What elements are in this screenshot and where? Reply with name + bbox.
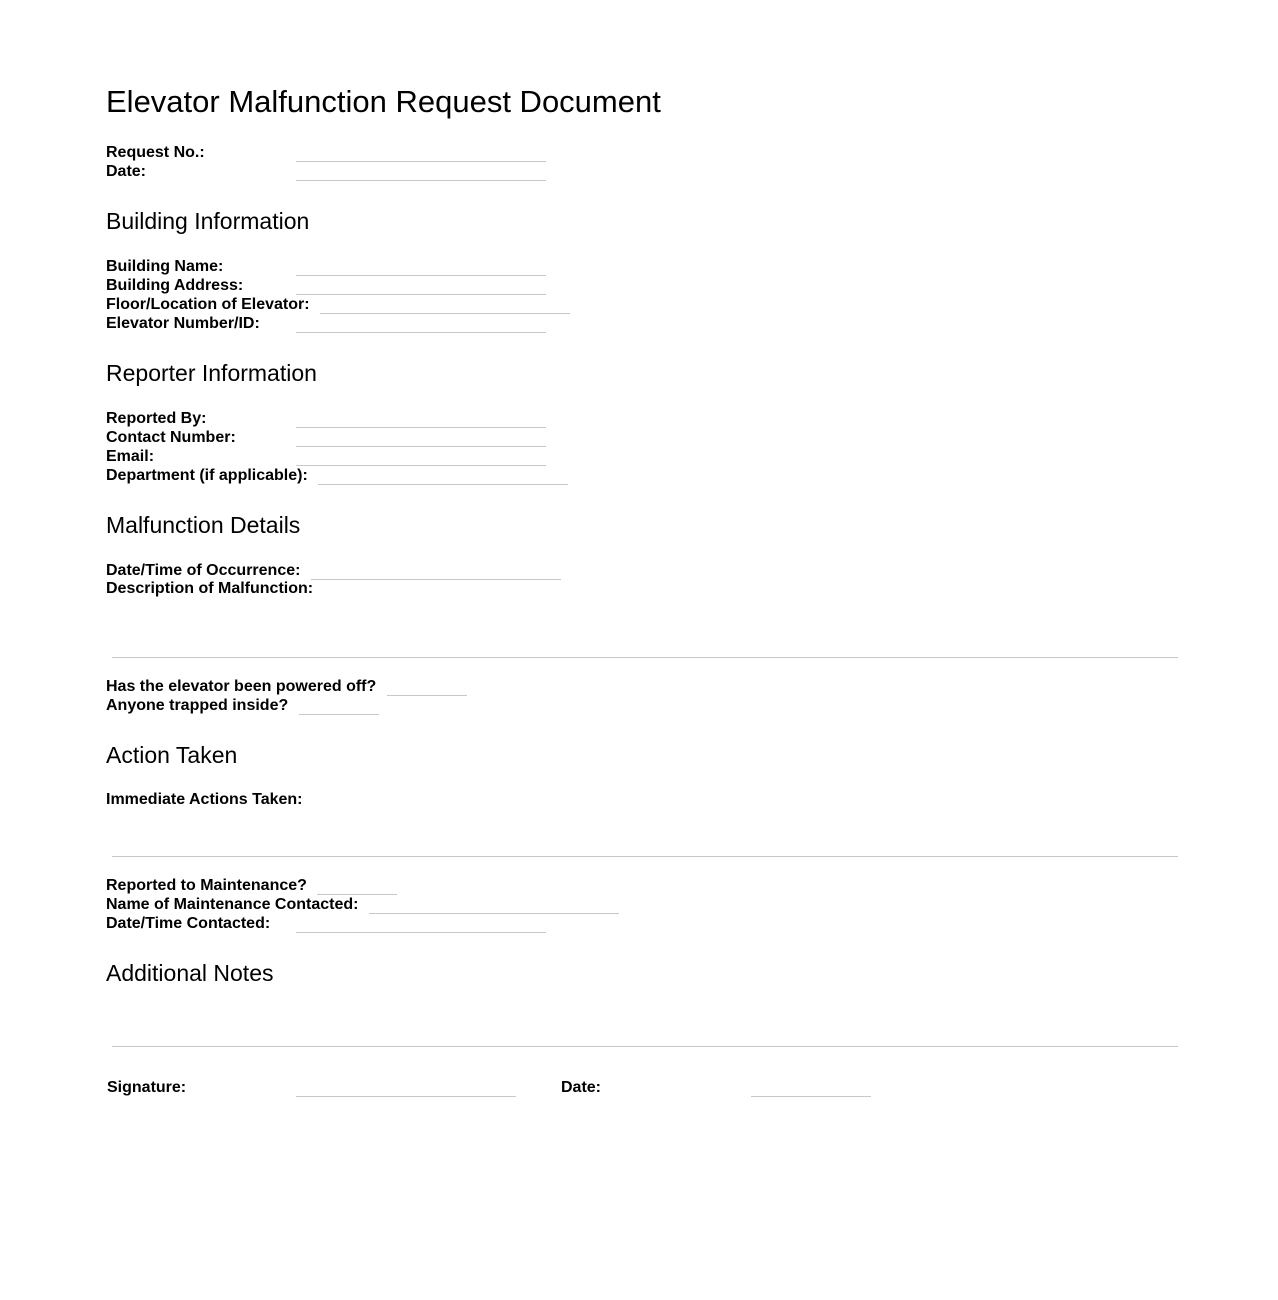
immediate-actions-field[interactable] [112,856,1178,857]
signature-date-field[interactable] [751,1096,871,1097]
occurrence-row [106,561,1178,580]
signature-field[interactable] [296,1096,516,1097]
reporter-heading: Reporter Information [106,360,317,386]
maintenance-name-row [106,895,1178,914]
signature-row [106,1078,1178,1097]
building-address-label: Building Address: [106,277,244,294]
malfunction-heading: Malfunction Details [106,512,301,538]
occurrence-label: Date/Time of Occurrence: [106,562,301,579]
contact-number-label: Contact Number: [106,429,236,446]
trapped-row [106,696,1178,715]
elevator-id-row [106,314,1178,333]
immediate-actions-row [106,790,1178,809]
signature-date-label: Date: [561,1079,602,1096]
request-no-row [106,143,1178,162]
building-name-row [106,257,1178,276]
trapped-label: Anyone trapped inside? [106,697,289,714]
trapped-field[interactable] [299,714,379,715]
description-row [106,579,1178,598]
reported-maintenance-row [106,876,1178,895]
notes-field[interactable] [112,1046,1178,1047]
signature-label: Signature: [107,1079,187,1096]
contact-number-row [106,428,1178,447]
reported-by-label: Reported By: [106,410,207,427]
immediate-actions-label: Immediate Actions Taken: [106,791,303,808]
notes-heading: Additional Notes [106,960,274,986]
building-address-row [106,276,1178,295]
contacted-time-field[interactable] [296,932,546,933]
building-name-label: Building Name: [106,258,224,275]
elevator-id-field[interactable] [296,332,546,333]
description-field[interactable] [112,657,1178,658]
department-label: Department (if applicable): [106,467,308,484]
maintenance-name-label: Name of Maintenance Contacted: [106,896,359,913]
email-row [106,447,1178,466]
powered-off-row [106,677,1178,696]
action-heading: Action Taken [106,742,238,768]
reported-by-row [106,409,1178,428]
floor-location-label: Floor/Location of Elevator: [106,296,310,313]
description-label: Description of Malfunction: [106,580,314,597]
email-label: Email: [106,448,155,465]
date-row [106,162,1178,181]
department-row [106,466,1178,485]
elevator-id-label: Elevator Number/ID: [106,315,260,332]
floor-location-row [106,295,1178,314]
contacted-time-label: Date/Time Contacted: [106,915,271,932]
date-label: Date: [106,163,147,180]
powered-off-label: Has the elevator been powered off? [106,678,377,695]
reported-maintenance-label: Reported to Maintenance? [106,877,307,894]
date-field[interactable] [296,180,546,181]
contacted-time-row [106,914,1178,933]
request-no-label: Request No.: [106,144,205,161]
document-title: Elevator Malfunction Request Document [106,84,661,119]
building-heading: Building Information [106,208,310,234]
department-field[interactable] [318,484,568,485]
